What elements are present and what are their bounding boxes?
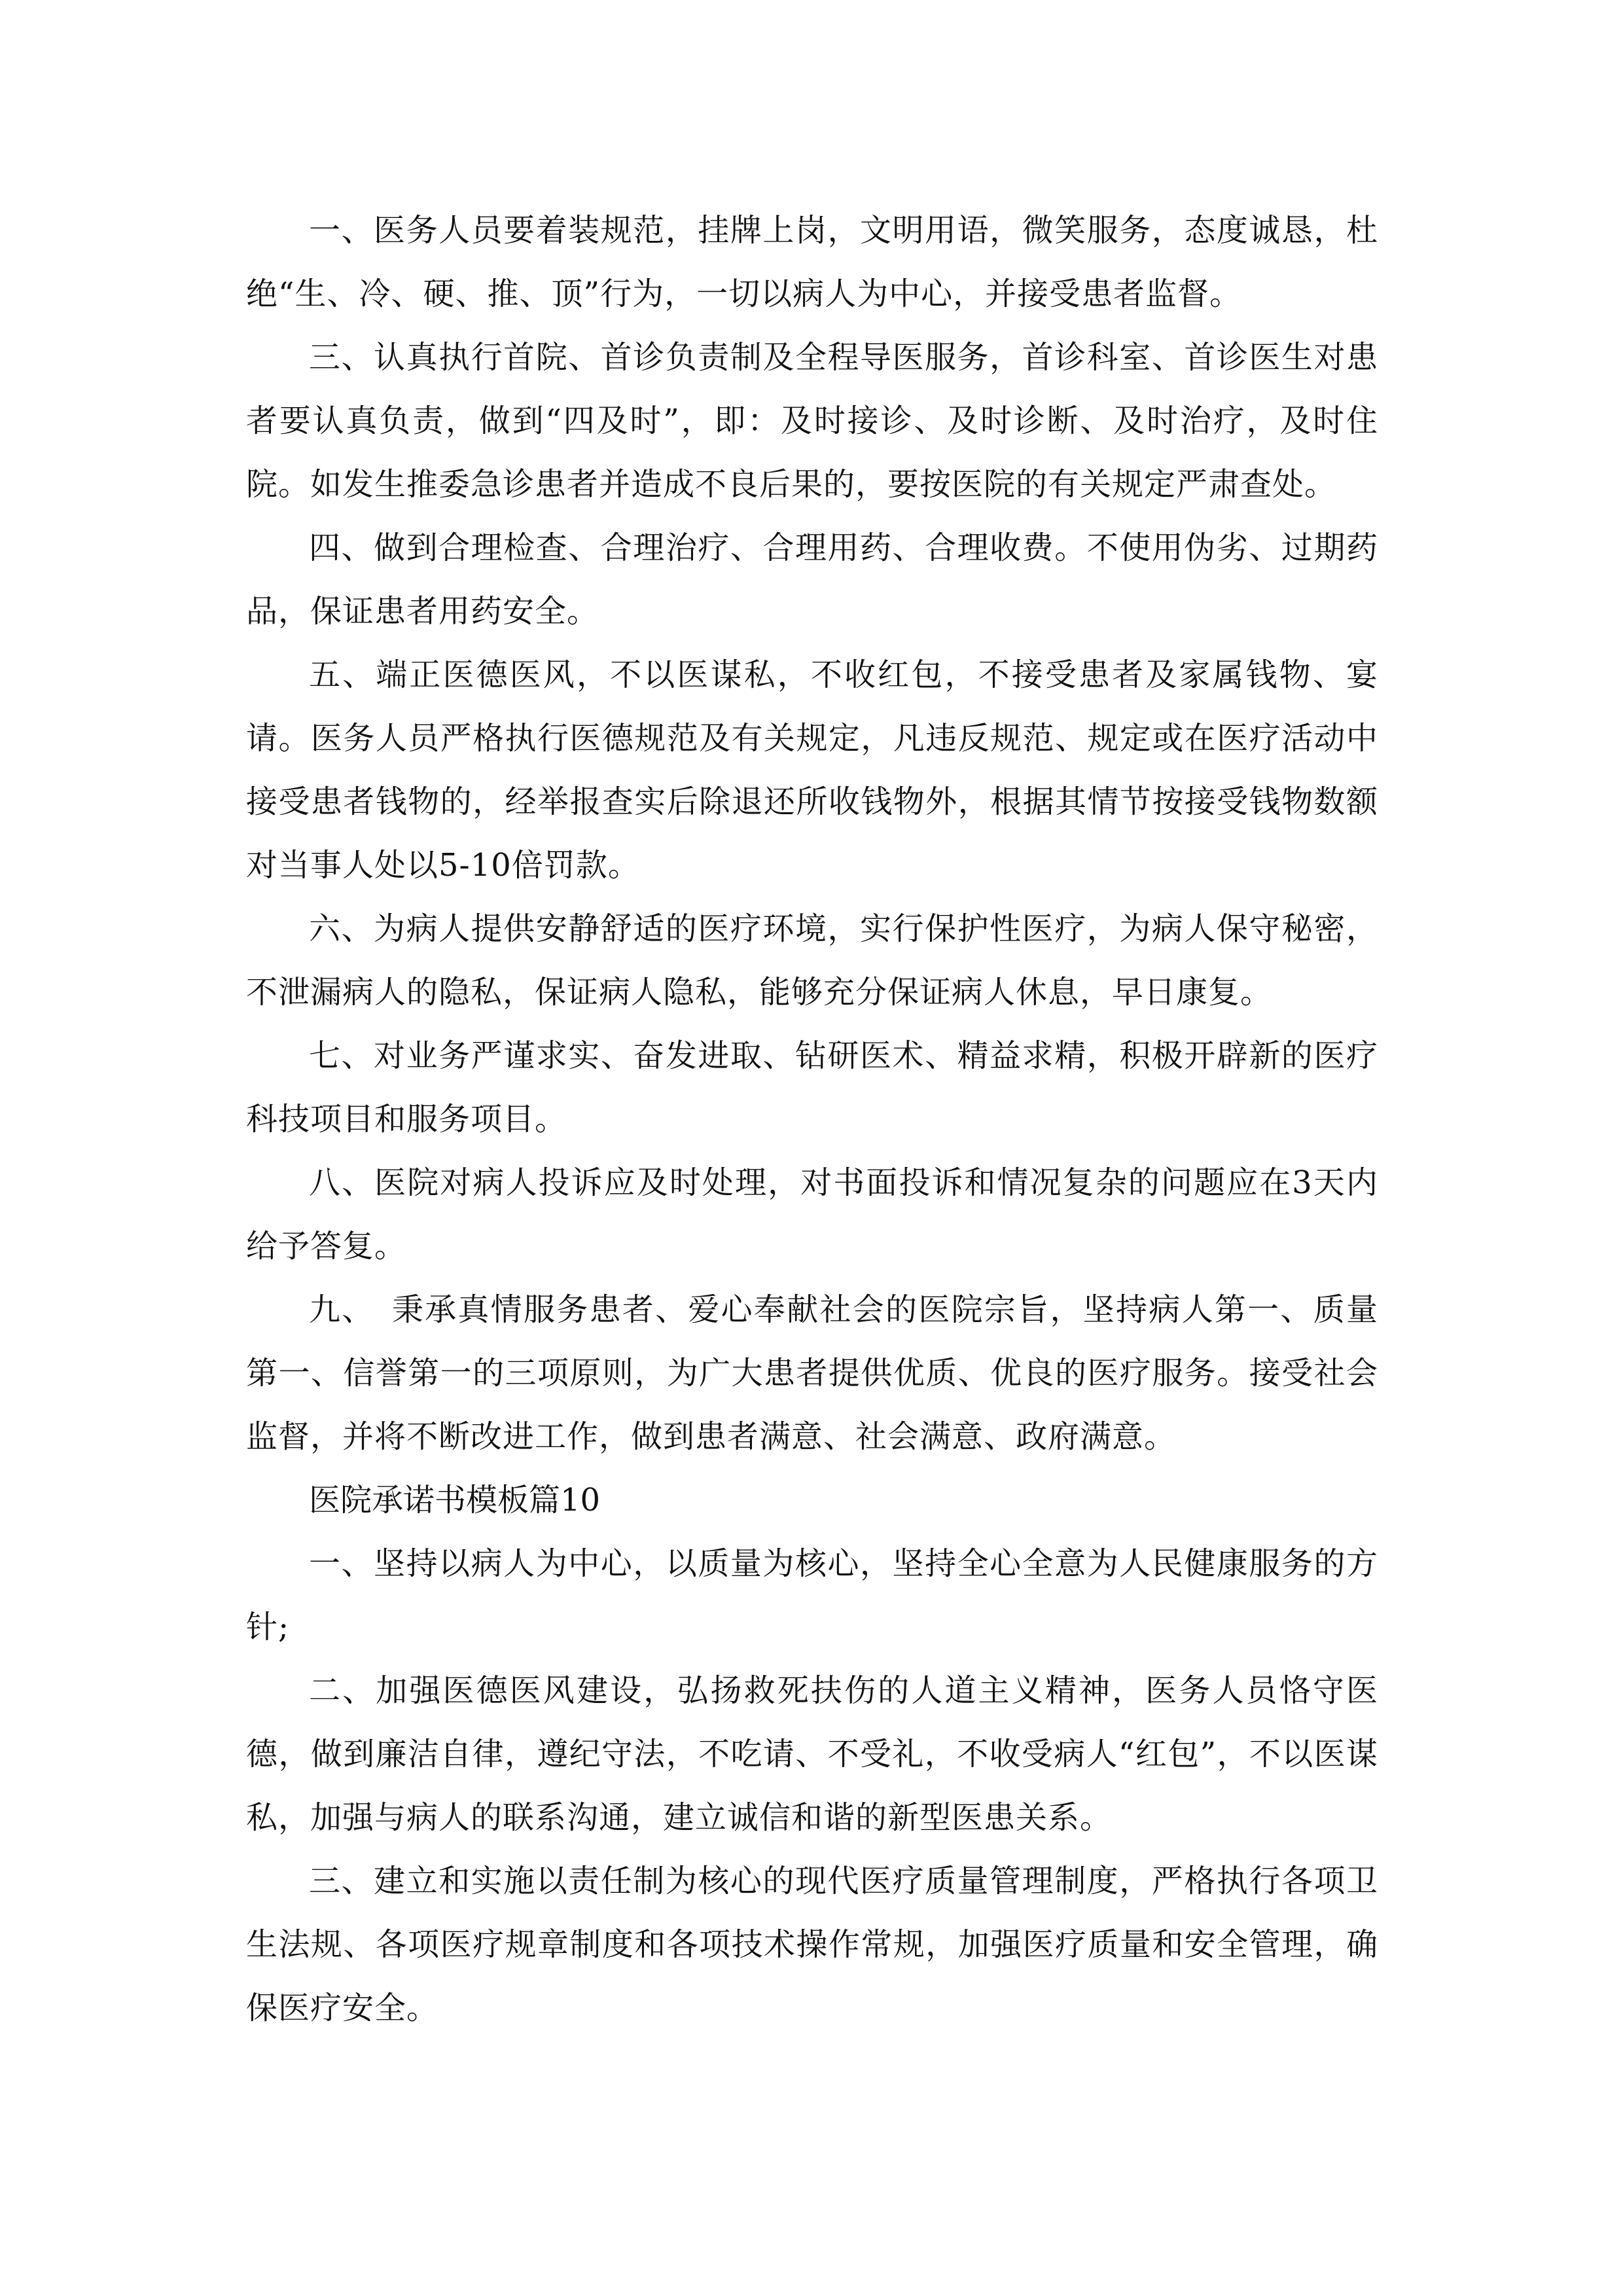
paragraph-item-3: 三、建立和实施以责任制为核心的现代医疗质量管理制度，严格执行各项卫生法规、各项医疗规章制度和各项技术操作常规，加强医疗质量和安全管理，确保医疗安全。 (246, 1863, 1378, 2026)
paragraph-item-1: 一、坚持以病人为中心，以质量为核心，坚持全心全意为人民健康服务的方针; (246, 1545, 1378, 1645)
paragraph-item-9: 九、 秉承真情服务患者、爱心奉献社会的医院宗旨，坚持病人第一、质量第一、信誉第一的三项原则，为广大患者提供优质、优良的医疗服务。接受社会监督，并将不断改进工作，做到患者满意、社会满意、政府满意。 (246, 1291, 1378, 1455)
paragraph-item-1: 一、医务人员要着装规范，挂牌上岗，文明用语，微笑服务，态度诚恳，杜绝“生、冷、硬、推、顶”行为，一切以病人为中心，并接受患者监督。 (246, 212, 1378, 312)
paragraph-item-8: 八、医院对病人投诉应及时处理，对书面投诉和情况复杂的问题应在3天内给予答复。 (246, 1164, 1378, 1265)
paragraph-item-7: 七、对业务严谨求实、奋发进取、钻研医术、精益求精，积极开辟新的医疗科技项目和服务项目。 (246, 1037, 1378, 1138)
paragraph-item-4: 四、做到合理检查、合理治疗、合理用药、合理收费。不使用伪劣、过期药品，保证患者用药安全。 (246, 529, 1378, 630)
paragraph-item-3: 三、认真执行首院、首诊负责制及全程导医服务，首诊科室、首诊医生对患者要认真负责，做到“四及时”，即：及时接诊、及时诊断、及时治疗，及时住院。如发生推委急诊患者并造成不良后果的，要按医院的有关规定严肃查处。 (246, 339, 1378, 503)
paragraph-item-5: 五、端正医德医风，不以医谋私，不收红包，不接受患者及家属钱物、宴请。医务人员严格执行医德规范及有关规定，凡违反规范、规定或在医疗活动中接受患者钱物的，经举报查实后除退还所收钱物外，根据其情节按接受钱物数额对当事人处以5-10倍罚款。 (246, 656, 1378, 884)
paragraph-item-2: 二、加强医德医风建设，弘扬救死扶伤的人道主义精神，医务人员恪守医德，做到廉洁自律，遵纪守法，不吃请、不受礼，不收受病人“红包”，不以医谋私，加强与病人的联系沟通，建立诚信和谐的新型医患关系。 (246, 1672, 1378, 1836)
paragraph-item-6: 六、为病人提供安静舒适的医疗环境，实行保护性医疗，为病人保守秘密，不泄漏病人的隐私，保证病人隐私，能够充分保证病人休息，早日康复。 (246, 910, 1378, 1011)
section-heading: 医院承诺书模板篇10 (309, 1482, 601, 1518)
document-body (246, 199, 1378, 2040)
